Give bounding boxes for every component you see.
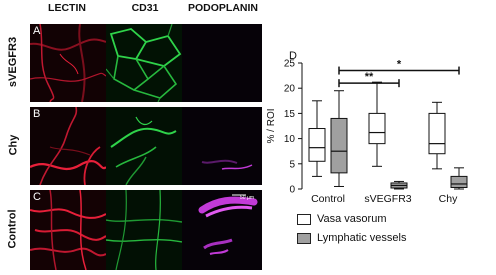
row-label-chy: Chy <box>7 134 19 156</box>
legend-swatch-lymphatic-vessels <box>297 233 311 244</box>
y-tick-label: 10 <box>283 134 295 146</box>
legend-swatch-vasa-vasorum <box>297 214 311 225</box>
micrograph-c-podoplanin <box>182 190 262 270</box>
significance-label: * <box>396 58 402 71</box>
column-header-cd31: CD31 <box>131 2 159 14</box>
x-category-label: Chy <box>438 193 458 205</box>
panel-letter-b: B <box>33 108 41 120</box>
box-iqr <box>429 113 445 153</box>
panel-letter-c: C <box>33 191 41 203</box>
micrograph-a-podoplanin <box>182 24 262 102</box>
row-label-control: Control <box>7 209 20 249</box>
y-axis-label: % / ROI <box>266 108 277 144</box>
row-label-svegfr3: sVEGFR3 <box>7 36 20 88</box>
y-tick-label: 25 <box>283 58 295 70</box>
y-tick-label: 0 <box>289 184 295 196</box>
scale-bar-label: 50 µm <box>240 195 254 201</box>
y-tick-label: 20 <box>283 83 295 95</box>
box-iqr <box>369 113 385 143</box>
micrograph-b-podoplanin <box>182 107 262 185</box>
micrograph-b-cd31 <box>106 107 182 185</box>
panel-letter-a: A <box>33 25 41 37</box>
micrograph-c-cd31 <box>106 190 182 270</box>
x-category-label: sVEGFR3 <box>364 193 412 205</box>
micrograph-a-lectin <box>30 24 106 102</box>
box-iqr <box>309 129 325 162</box>
boxplot-chart <box>262 55 492 205</box>
legend-label-vasa-vasorum: Vasa vasorum <box>317 213 387 225</box>
micrograph-a-cd31 <box>106 24 182 102</box>
box-iqr <box>331 118 347 172</box>
micrograph-b-lectin <box>30 107 106 185</box>
box-iqr <box>451 176 467 187</box>
y-tick-label: 15 <box>283 108 295 120</box>
column-header-lectin: LECTIN <box>48 2 86 14</box>
y-tick-label: 5 <box>289 159 295 171</box>
x-category-label: Control <box>311 193 345 205</box>
legend-item-vasa-vasorum <box>297 213 387 225</box>
column-header-podoplanin: PODOPLANIN <box>187 2 258 14</box>
significance-label: ** <box>364 71 374 84</box>
micrograph-c-lectin <box>30 190 106 270</box>
legend-label-lymphatic-vessels: Lymphatic vessels <box>317 232 407 244</box>
legend-item-lymphatic-vessels <box>297 232 406 244</box>
panel-d-label: D <box>289 50 297 62</box>
